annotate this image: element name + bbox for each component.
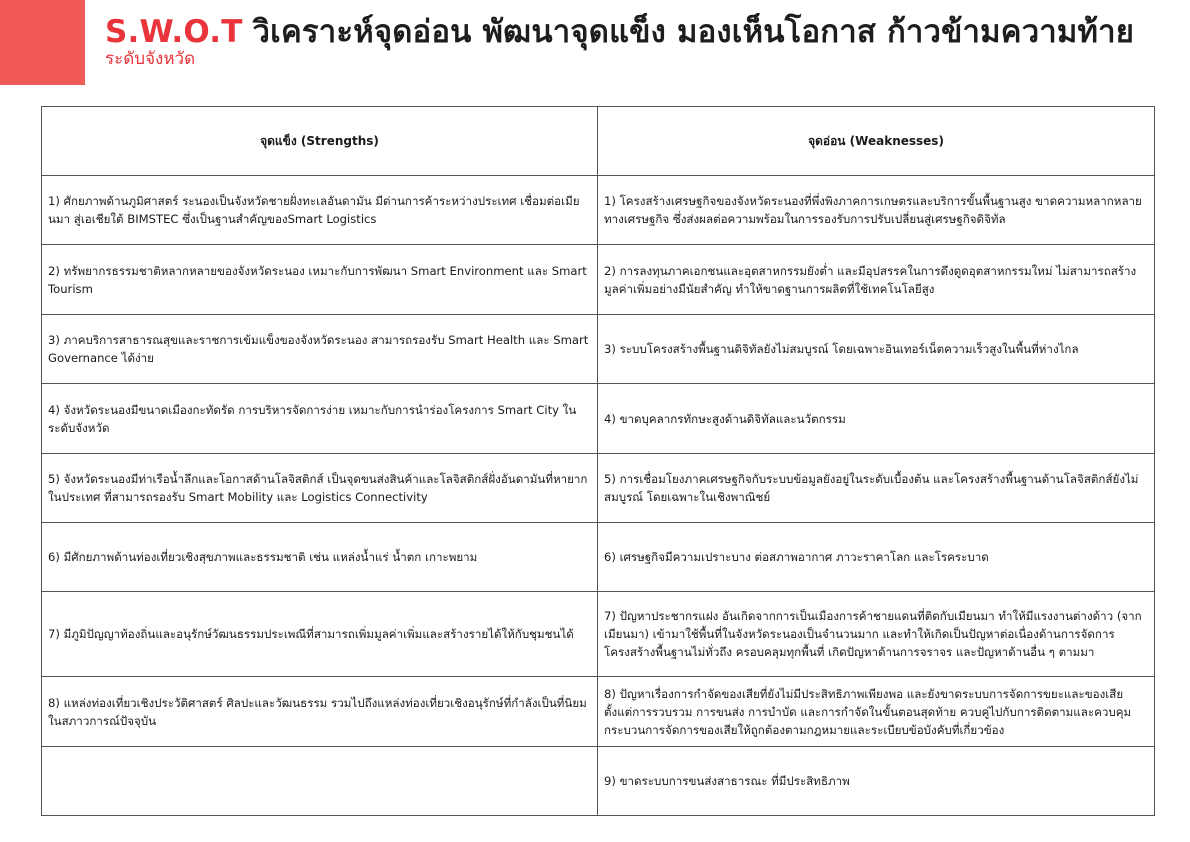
strength-cell: 4) จังหวัดระนองมีขนาดเมืองกะทัดรัด การบริหารจัดการง่าย เหมาะกับการนำร่องโครงการ Smart City ในระดับจังหวัด [42, 384, 598, 454]
table-row [42, 454, 1155, 523]
weakness-cell: 1) โครงสร้างเศรษฐกิจของจังหวัดระนองที่พึ่งพิงภาคการเกษตรและบริการขั้นพื้นฐานสูง ขาดความหลากหลายทางเศรษฐกิจ ซึ่งส่งผลต่อความพร้อมในการรองรับการปรับเปลี่ยนสู่เศรษฐกิจดิจิทัล [598, 176, 1155, 245]
strength-cell: 8) แหล่งท่องเที่ยวเชิงประวัติศาสตร์ ศิลปะและวัฒนธรรม รวมไปถึงแหล่งท่องเที่ยวเชิงอนุรักษ์ที่กำลังเป็นที่นิยมในสภาวการณ์ปัจจุบัน [42, 677, 598, 747]
table-header-row [42, 107, 1155, 176]
weakness-cell: 4) ขาดบุคลากรทักษะสูงด้านดิจิทัลและนวัตกรรม [598, 384, 1155, 454]
table-row [42, 523, 1155, 592]
table-row [42, 384, 1155, 454]
strength-cell: 7) มีภูมิปัญญาท้องถิ่นและอนุรักษ์วัฒนธรรมประเพณีที่สามารถเพิ่มมูลค่าเพิ่มและสร้างรายได้ให้กับชุมชนได้ [42, 592, 598, 677]
weakness-cell: 3) ระบบโครงสร้างพื้นฐานดิจิทัลยังไม่สมบูรณ์ โดยเฉพาะอินเทอร์เน็ตความเร็วสูงในพื้นที่ห่างไกล [598, 315, 1155, 384]
weakness-cell: 5) การเชื่อมโยงภาคเศรษฐกิจกับระบบข้อมูลยังอยู่ในระดับเบื้องต้น และโครงสร้างพื้นฐานด้านโลจิสติกส์ยังไม่สมบูรณ์ โดยเฉพาะในเชิงพาณิชย์ [598, 454, 1155, 523]
weakness-cell: 6) เศรษฐกิจมีความเปราะบาง ต่อสภาพอากาศ ภาวะราคาโลก และโรคระบาด [598, 523, 1155, 592]
swot-table [41, 106, 1155, 816]
table-row [42, 176, 1155, 245]
table-row [42, 747, 1155, 816]
table-row [42, 315, 1155, 384]
table-row [42, 677, 1155, 747]
page-title [105, 12, 1134, 52]
page-subtitle: ระดับจังหวัด [105, 49, 196, 69]
weakness-cell: 2) การลงทุนภาคเอกชนและอุตสาหกรรมยังต่ำ และมีอุปสรรคในการดึงดูดอุตสาหกรรมใหม่ ไม่สามารถสร้างมูลค่าเพิ่มอย่างมีนัยสำคัญ ทำให้ขาดฐานการผลิตที่ใช้เทคโนโลยีสูง [598, 245, 1155, 315]
strength-cell: 5) จังหวัดระนองมีท่าเรือน้ำลึกและโอกาสด้านโลจิสติกส์ เป็นจุดขนส่งสินค้าและโลจิสติกส์ฝั่งอันดามันที่หายากในประเทศ ที่สามารถรองรับ Smart Mobility และ Logistics Connectivity [42, 454, 598, 523]
title-text: วิเคราะห์จุดอ่อน พัฒนาจุดแข็ง มองเห็นโอกาส ก้าวข้ามความท้าย [252, 14, 1135, 50]
table-row [42, 245, 1155, 315]
weaknesses-header: จุดอ่อน (Weaknesses) [598, 107, 1155, 176]
strength-cell: 3) ภาคบริการสาธารณสุขและราชการเข้มแข็งของจังหวัดระนอง สามารถรองรับ Smart Health และ Smart Governance ได้ง่าย [42, 315, 598, 384]
strength-cell: 1) ศักยภาพด้านภูมิศาสตร์ ระนองเป็นจังหวัดชายฝั่งทะเลอันดามัน มีด่านการค้าระหว่างประเทศ เชื่อมต่อเมียนมา สู่เอเชียใต้ BIMSTEC ซึ่งเป็นฐานสำคัญของSmart Logistics [42, 176, 598, 245]
strengths-header: จุดแข็ง (Strengths) [42, 107, 598, 176]
title-prefix: S.W.O.T [105, 14, 243, 50]
strength-cell: 6) มีศักยภาพด้านท่องเที่ยวเชิงสุขภาพและธรรมชาติ เช่น แหล่งน้ำแร่ น้ำตก เกาะพยาม [42, 523, 598, 592]
weakness-cell: 9) ขาดระบบการขนส่งสาธารณะ ที่มีประสิทธิภาพ [598, 747, 1155, 816]
strength-cell: 2) ทรัพยากรธรรมชาติหลากหลายของจังหวัดระนอง เหมาะกับการพัฒนา Smart Environment และ Smart Tourism [42, 245, 598, 315]
strength-cell-empty [42, 747, 598, 816]
weakness-cell: 8) ปัญหาเรื่องการกำจัดของเสียที่ยังไม่มีประสิทธิภาพเพียงพอ และยังขาดระบบการจัดการขยะและของเสียตั้งแต่การรวบรวม การขนส่ง การบำบัด และการกำจัดในขั้นตอนสุดท้าย ควบคู่ไปกับการติดตามและควบคุมกระบวนการจัดการของเสียให้ถูกต้องตามกฎหมายและระเบียบข้อบังคับที่เกี่ยวข้อง [598, 677, 1155, 747]
table-row [42, 592, 1155, 677]
accent-block [0, 0, 85, 85]
weakness-cell: 7) ปัญหาประชากรแฝง อันเกิดจากการเป็นเมืองการค้าชายแดนที่ติดกับเมียนมา ทำให้มีแรงงานต่างด้าว (จากเมียนมา) เข้ามาใช้พื้นที่ในจังหวัดระนองเป็นจำนวนมาก และทำให้เกิดเป็นปัญหาต่อเนื่องด้านการจัดการโครงสร้างพื้นฐานไม่ทั่วถึง ครอบคลุมทุกพื้นที่ เกิดปัญหาด้านการจราจร และปัญหาด้านอื่น ๆ ตามมา [598, 592, 1155, 677]
